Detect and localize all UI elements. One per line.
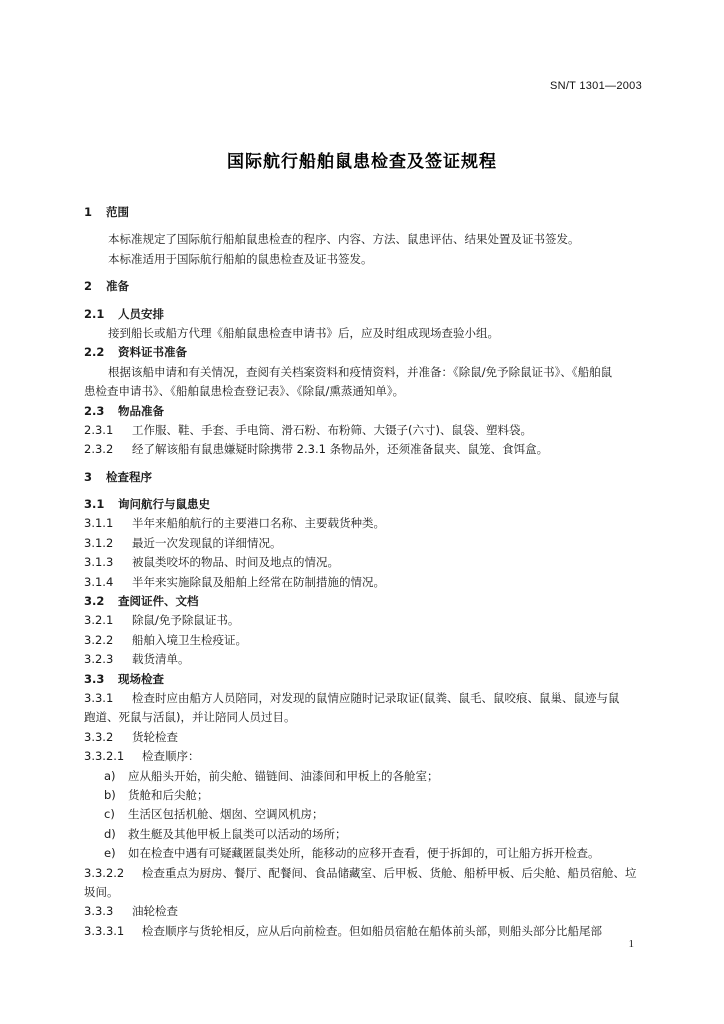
- clause: 3.2.1 除鼠/免予除鼠证书。: [84, 613, 240, 628]
- clause: 3.1.3 被鼠类咬坏的物品、时间及地点的情况。: [84, 555, 339, 570]
- clause: 3.3.3.1 检查顺序与货轮相反，应从后向前检查。但如船员宿舱在船体前头部，则船头部分比船尾部: [84, 923, 602, 938]
- clause: 3.1.1 半年来船舶航行的主要港口名称、主要载货种类。: [84, 516, 385, 531]
- page-title: 国际航行船舶鼠患检查及签证规程: [227, 152, 497, 172]
- list-item: c) 生活区包括机舱、烟囱、空调风机房；: [104, 807, 324, 822]
- section-heading: 1 范围: [84, 205, 129, 219]
- list-item: e) 如在检查中遇有可疑藏匿鼠类处所，能移动的应移开查看，便于拆卸的，可让船方拆开检查。: [104, 846, 600, 861]
- subsection-heading: 3.3.2 货轮检查: [84, 729, 178, 744]
- clause: 3.3.1 检查时应由船方人员陪同，对发现的鼠情应随时记录取证(鼠粪、鼠毛、鼠咬痕、鼠巢、鼠迹与鼠: [84, 690, 620, 705]
- clause: 3.2.3 载货清单。: [84, 652, 190, 667]
- subsection-heading: 3.1 询问航行与鼠患史: [84, 497, 210, 512]
- subsection-heading: 3.3 现场检查: [84, 671, 164, 686]
- clause: 2.3.1 工作服、鞋、手套、手电筒、滑石粉、布粉筛、大镊子(六寸)、鼠袋、塑料袋。: [84, 422, 532, 437]
- paragraph: 根据该船申请和有关情况，查阅有关档案资料和疫情资料，并准备：《除鼠/免予除鼠证书》、《船舶鼠: [108, 364, 613, 379]
- subsection-heading: 2.1 人员安排: [84, 306, 164, 321]
- clause: 3.1.4 半年来实施除鼠及船舶上经常在防制措施的情况。: [84, 574, 385, 589]
- clause-continuation: 圾间。: [84, 884, 119, 899]
- clause: 3.1.2 最近一次发现鼠的详细情况。: [84, 535, 282, 550]
- standard-number: SN/T 1301—2003: [549, 80, 642, 92]
- paragraph: 接到船长或船方代理《船舶鼠患检查申请书》后，应及时组成现场查验小组。: [108, 325, 499, 340]
- list-item: b) 货舱和后尖舱；: [104, 787, 209, 802]
- clause-continuation: 跑道、死鼠与活鼠)，并让陪同人员过目。: [84, 710, 296, 725]
- document-body: [84, 203, 644, 941]
- paragraph: 患检查申请书》、《船舶鼠患检查登记表》、《除鼠/熏蒸通知单》。: [84, 384, 405, 399]
- page-number: 1: [628, 938, 634, 950]
- paragraph: 本标准适用于国际航行船舶的鼠患检查及证书签发。: [108, 251, 373, 266]
- section-heading: 2 准备: [84, 279, 129, 294]
- paragraph: 本标准规定了国际航行船舶鼠患检查的程序、内容、方法、鼠患评估、结果处置及证书签发。: [108, 232, 580, 247]
- clause: 3.3.2.1 检查顺序：: [84, 749, 200, 764]
- clause: 3.2.2 船舶入境卫生检疫证。: [84, 632, 247, 647]
- subsection-heading: 2.2 资料证书准备: [84, 345, 187, 360]
- subsection-heading: 2.3 物品准备: [84, 403, 164, 418]
- subsection-heading: 3.2 查阅证件、文档: [84, 594, 199, 609]
- clause: 2.3.2 经了解该船有鼠患嫌疑时除携带 2.3.1 条物品外，还须准备鼠夹、鼠笼、食饵盒。: [84, 442, 549, 457]
- subsection-heading: 3.3.3 油轮检查: [84, 904, 178, 919]
- list-item: a) 应从船头开始，前尖舱、锚链间、油漆间和甲板上的各舱室；: [104, 768, 439, 783]
- clause: 3.3.2.2 检查重点为厨房、餐厅、配餐间、食品储藏室、后甲板、货舱、船桥甲板、后尖舱、船员宿舱、垃: [84, 865, 637, 880]
- section-heading: 3 检查程序: [84, 469, 152, 484]
- list-item: d) 救生艇及其他甲板上鼠类可以活动的场所；: [104, 826, 347, 841]
